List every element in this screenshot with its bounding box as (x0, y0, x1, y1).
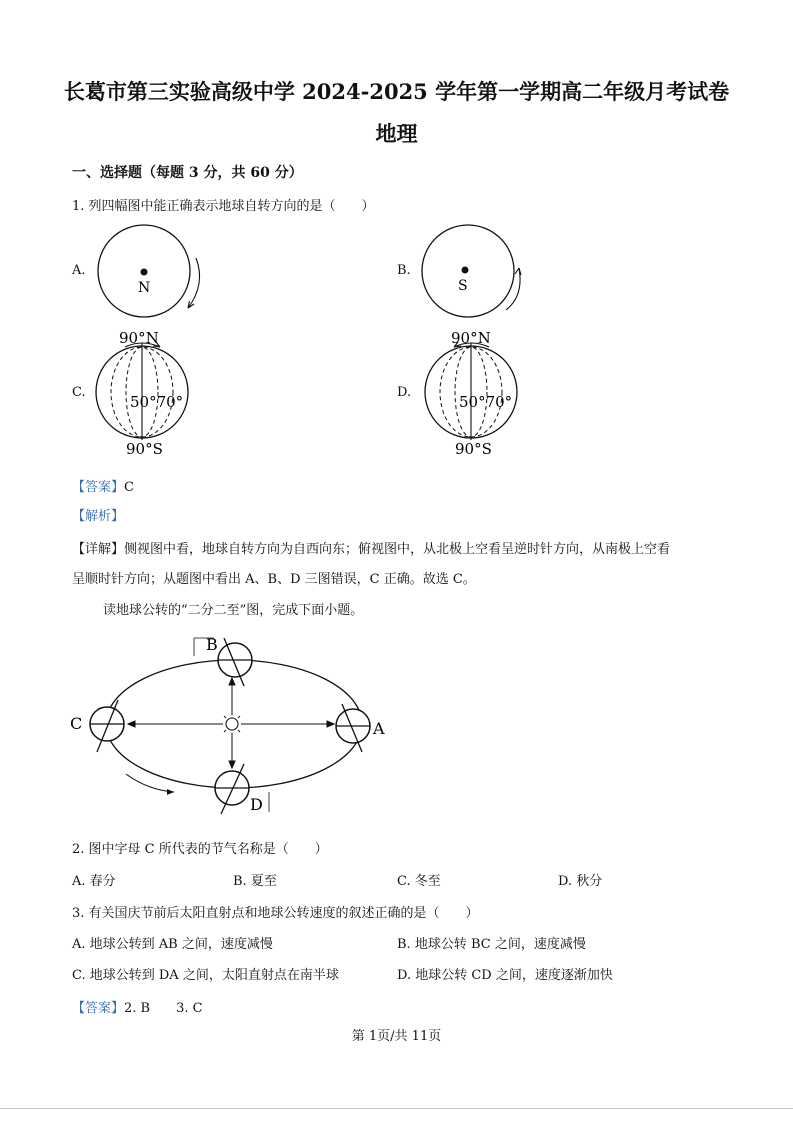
answer-2-3: 2. B 3. C (124, 1001, 203, 1016)
label-d: D (250, 795, 263, 814)
figure-b-south-pole-view (416, 222, 538, 322)
q3-option-d: D. 地球公转 CD 之间，速度逐渐加快 (397, 968, 613, 983)
subject-title: 地理 (375, 121, 418, 146)
figure-c-mid-label: 50°70° (130, 393, 184, 411)
q2-option-d: D. 秋分 (558, 874, 603, 889)
figure-d-top-label: 90°N (451, 329, 491, 347)
page-number: 第 1页/共 11页 (351, 1029, 442, 1044)
earth-position-c (90, 700, 124, 752)
analysis-tag: 【解析】 (72, 509, 125, 524)
figure-a-pole-label: N (138, 280, 151, 296)
figure-c-bottom-label: 90°S (126, 440, 163, 458)
orbit-diagram (62, 628, 402, 820)
q2-option-c: C. 冬至 (397, 874, 441, 889)
q1-option-a-label: A. (72, 263, 86, 278)
question-1-stem: 1. 列四幅图中能正确表示地球自转方向的是（ ） (72, 199, 375, 214)
question-2-stem: 2. 图中字母 C 所代表的节气名称是（ ） (72, 842, 328, 857)
earth-position-a (336, 704, 370, 752)
figure-c-side-view (90, 325, 200, 460)
question-3-stem: 3. 有关国庆节前后太阳直射点和地球公转速度的叙述正确的是（ ） (72, 906, 479, 921)
q1-answer-line (72, 476, 134, 495)
section-heading: 一、选择题（每题 3 分，共 60 分） (72, 165, 303, 181)
figure-b-pole-label: S (458, 278, 468, 294)
q1-detail-line2: 呈顺时针方向；从题图中看出 A、B、D 三图错误，C 正确。故选 C。 (72, 572, 476, 587)
footer-divider (0, 1108, 793, 1109)
figure-a-north-pole-view (92, 222, 214, 322)
figure-d-bottom-label: 90°S (455, 440, 492, 458)
label-a: A (373, 719, 385, 738)
q3-option-b: B. 地球公转 BC 之间，速度减慢 (397, 937, 586, 952)
q3-option-c: C. 地球公转到 DA 之间，太阳直射点在南半球 (72, 968, 339, 983)
answer-tag: 【答案】 (72, 480, 125, 495)
figure-d-mid-label: 50°70° (459, 393, 513, 411)
q1-option-b-label: B. (397, 263, 411, 278)
answer-tag-2: 【答案】 (72, 1001, 125, 1016)
q2-option-b: B. 夏至 (233, 874, 277, 889)
label-b: B (206, 635, 218, 654)
q1-detail-text-1: 侧视图中看，地球自转方向为自西向东；俯视图中，从北极上空看呈逆时针方向，从南极上空看 (124, 542, 671, 557)
label-c: C (70, 714, 83, 733)
q1-option-d-label: D. (397, 385, 412, 400)
q1-answer: C (124, 480, 134, 495)
group-intro: 读地球公转的“二分二至”图，完成下面小题。 (103, 603, 364, 618)
figure-d-side-view (419, 325, 529, 460)
exam-title: 长葛市第三实验高级中学 2024-2025 学年第一学期高二年级月考试卷 (63, 79, 730, 104)
q1-option-c-label: C. (72, 385, 86, 400)
q3-option-a: A. 地球公转到 AB 之间，速度减慢 (72, 937, 273, 952)
figure-c-top-label: 90°N (119, 329, 159, 347)
detail-tag: 【详解】 (72, 542, 125, 557)
answer-2-3-line (72, 997, 203, 1016)
q1-detail-line1 (72, 538, 670, 557)
sun-icon (220, 712, 244, 736)
q2-option-a: A. 春分 (72, 874, 116, 889)
